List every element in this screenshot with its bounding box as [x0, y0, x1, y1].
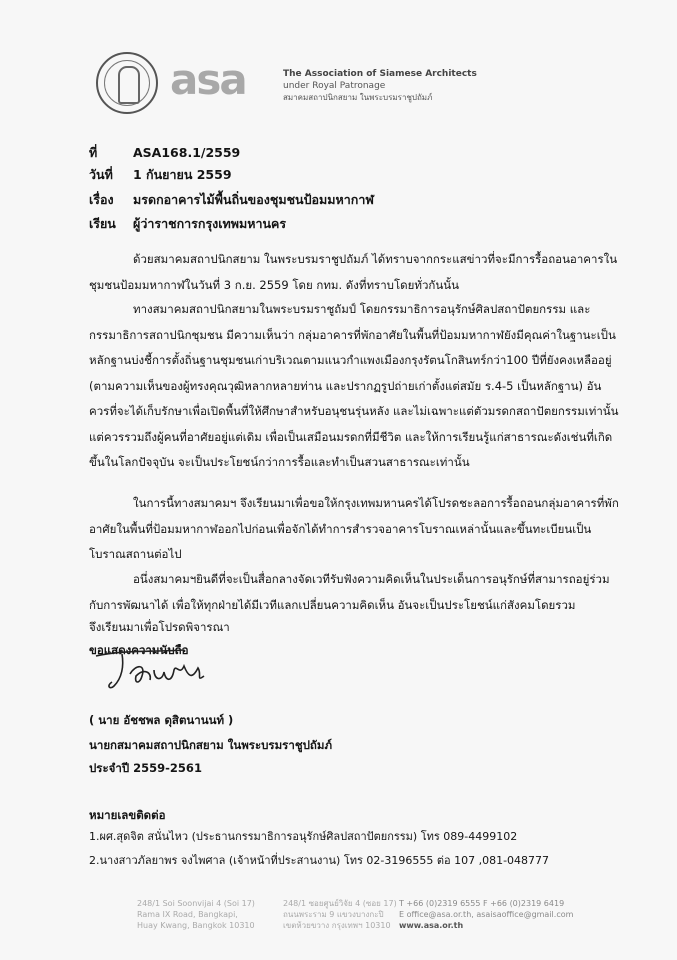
footer-contact	[399, 898, 573, 931]
footer-address-en: 248/1 Soi Soonvijai 4 (Soi 17) Rama IX Road, Bangkapi, Huay Kwang, Bangkok 10310	[137, 899, 255, 930]
body-paragraph-4: อนึ่งสมาคมฯยินดีที่จะเป็นสื่อกลางจัดเวทีรับฟังความคิดเห็นในประเด็นการอนุรักษ์ที่สามารถอยู่ร่วมกับการพัฒนาได้ เพื่อให้ทุกฝ่ายได้มีเวทีแลกเปลี่ยนความคิดเห็น อันจะเป็นประโยชน์แก่สังคมโดยรวม	[89, 572, 610, 612]
org-name-th: สมาคมสถาปนิกสยาม ในพระบรมราชูปถัมภ์	[283, 93, 433, 102]
association-seal-icon	[96, 52, 158, 114]
org-name-en: The Association of Siamese Architects	[283, 69, 477, 79]
footer-phone: T +66 (0)2319 6555 F +66 (0)2319 6419	[399, 899, 565, 908]
org-patronage-en: under Royal Patronage	[283, 81, 386, 91]
footer-address-th: 248/1 ซอยศูนย์วิจัย 4 (ซอย 17) ถนนพระราม 9 แขวงบางกะปิ เขตห้วยขวาง กรุงเทพฯ 10310	[283, 899, 397, 930]
body-paragraph-3: ในการนี้ทางสมาคมฯ จึงเรียนมาเพื่อขอให้กรุงเทพมหานครได้โปรดชะลอการรื้อถอนกลุ่มอาคารที่พักอาศัยในพื้นที่ป้อมมหากาฬออกไปก่อนเพื่อจักได้ทำการสำรวจอาคารโบราณเหล่านั้นและขึ้นทะเบียนเป็นโบราณสถานต่อไป	[89, 496, 619, 561]
meta-subject: เรื่อง มรดกอาคารไม้พื้นถิ่นของชุมชนป้อมมหากาฬ	[89, 192, 374, 207]
meta-recipient: เรียน ผู้ว่าราชการกรุงเทพมหานคร	[89, 216, 287, 231]
contact-item-1: 1.ผศ.สุดจิต สนั่นไหว (ประธานกรรมาธิการอนุรักษ์ศิลปสถาปัตยกรรม) โทร 089-4499102	[89, 830, 518, 843]
signature-icon	[92, 646, 232, 692]
footer-email: E office@asa.or.th, asaisaoffice@gmail.com	[399, 910, 574, 919]
asa-logo: asa	[170, 55, 246, 104]
body-paragraph-1: ด้วยสมาคมสถาปนิกสยาม ในพระบรมราชูปถัมภ์ ได้ทราบจากกระแสข่าวที่จะมีการรื้อถอนอาคารในชุมชนป้อมมหากาฬในวันที่ 3 ก.ย. 2559 โดย กทม. ดังที่ทราบโดยทั่วกันนั้น	[89, 252, 618, 292]
signer-term: ประจำปี 2559-2561	[89, 761, 202, 775]
body-paragraph-5: จึงเรียนมาเพื่อโปรดพิจารณา	[89, 620, 230, 634]
signer-title: นายกสมาคมสถาปนิกสยาม ในพระบรมราชูปถัมภ์	[89, 738, 333, 752]
meta-date: วันที่ 1 กันยายน 2559	[89, 167, 232, 182]
meta-ref: ที่ ASA168.1/2559	[89, 145, 241, 160]
footer-website: www.asa.or.th	[399, 921, 464, 930]
contacts-title: หมายเลขติดต่อ	[89, 808, 166, 822]
body-paragraph-2: ทางสมาคมสถาปนิกสยามในพระบรมราชูถัมป์ โดยกรรมาธิการอนุรักษ์ศิลปสถาปัตยกรรม และกรรมาธิการสถาปนิกชุมชน มีความเห็นว่า กลุ่มอาคารที่พักอาศัยในพื้นที่ป้อมมหากาฬยังมีคุณค่าในฐานะเป็นหลักฐานบ่งชี้การตั้งถิ่นฐานชุมชนเก่าบริเวณตามแนวกำแพงเมืองกรุงรัตนโกสินทร์กว่า100 ปีที่ยังคงเหลืออยู่ (ตามความเห็นของผู้ทรงคุณวุฒิหลากหลายท่าน และปรากฏรูปถ่ายเก่าตั้งแต่สมัย ร.4-5 เป็นหลักฐาน) อันควรที่จะได้เก็บรักษาเพื่อเปิดพื้นที่ให้ศึกษาสำหรับอนุชนรุ่นหลัง และไม่เฉพาะแต่ตัวมรดกสถาปัตยกรรมเท่านั้นแต่ควรรวมถึงผู้คนที่อาศัยอยู่แต่เดิม เพื่อเป็นเสมือนมรดกที่มีชีวิต และให้การเรียนรู้แก่สาธารณะดังเช่นที่เกิดขึ้นในโลกปัจจุบัน จะเป็นประโยชน์กว่าการรื้อและทำเป็นสวนสาธารณะเท่านั้น	[89, 302, 619, 469]
closing-phrase: ขอแสดงความนับถือ	[89, 643, 189, 657]
letterhead-org	[283, 68, 503, 104]
contact-item-2: 2.นางสาวภัลยาพร จงไพศาล (เจ้าหน้าที่ประสานงาน) โทร 02-3196555 ต่อ 107 ,081-048777	[89, 854, 550, 867]
signer-name: ( นาย อัชชพล ดุสิตนานนท์ )	[89, 713, 234, 727]
